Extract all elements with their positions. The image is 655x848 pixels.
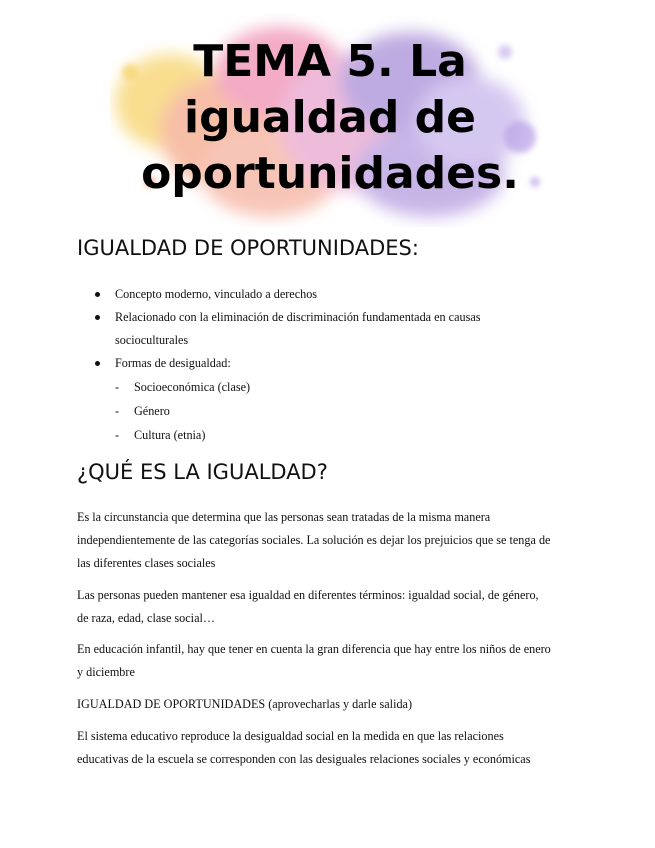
title-line: TEMA 5. La bbox=[193, 36, 467, 87]
paragraph-line: Las personas pueden mantener esa igualdad en diferentes términos: igualdad social, de género, bbox=[77, 588, 539, 602]
list-item bbox=[94, 306, 554, 352]
paragraph-line: y diciembre bbox=[77, 665, 135, 679]
paragraph bbox=[77, 638, 587, 684]
list-item-text: Formas de desigualdad: bbox=[115, 356, 231, 370]
paragraph bbox=[77, 506, 587, 575]
paragraph-line: de raza, edad, clase social… bbox=[77, 611, 216, 625]
title-line: igualdad de bbox=[183, 92, 476, 143]
paragraph-line: En educación infantil, hay que tener en cuenta la gran diferencia que hay entre los niños de enero bbox=[77, 642, 551, 656]
list-item bbox=[94, 352, 554, 447]
paragraph-line: educativas de la escuela se corresponden con las desiguales relaciones sociales y económicas bbox=[77, 752, 531, 766]
title-line: oportunidades. bbox=[141, 148, 519, 199]
sub-list bbox=[115, 375, 554, 447]
sub-list-item: - Género bbox=[115, 399, 554, 423]
section-heading-igualdad-oportunidades: IGUALDAD DE OPORTUNIDADES: bbox=[77, 236, 419, 260]
paragraph-line: independientemente de las categorías sociales. La solución es dejar los prejuicios que se tenga de bbox=[77, 533, 551, 547]
section-heading-que-es-igualdad: ¿QUÉ ES LA IGUALDAD? bbox=[77, 460, 328, 484]
paragraph-line: El sistema educativo reproduce la desigualdad social en la medida en que las relaciones bbox=[77, 729, 504, 743]
bullet-list bbox=[94, 283, 554, 447]
list-item bbox=[94, 283, 554, 306]
page-title bbox=[100, 34, 560, 202]
list-item-text: Relacionado con la eliminación de discriminación fundamentada en causas bbox=[115, 310, 481, 324]
sub-list-item: - Socioeconómica (clase) bbox=[115, 375, 554, 399]
paragraph bbox=[77, 725, 587, 771]
paragraph-line: Es la circunstancia que determina que las personas sean tratadas de la misma manera bbox=[77, 510, 491, 524]
list-item-text: Concepto moderno, vinculado a derechos bbox=[115, 287, 318, 301]
paragraph bbox=[77, 584, 587, 630]
paragraph-line: IGUALDAD DE OPORTUNIDADES (aprovecharlas y darle salida) bbox=[77, 697, 413, 711]
sub-list-item: - Cultura (etnia) bbox=[115, 423, 554, 447]
paragraph bbox=[77, 693, 587, 716]
paragraph-line: las diferentes clases sociales bbox=[77, 556, 216, 570]
list-item-text: socioculturales bbox=[115, 333, 189, 347]
